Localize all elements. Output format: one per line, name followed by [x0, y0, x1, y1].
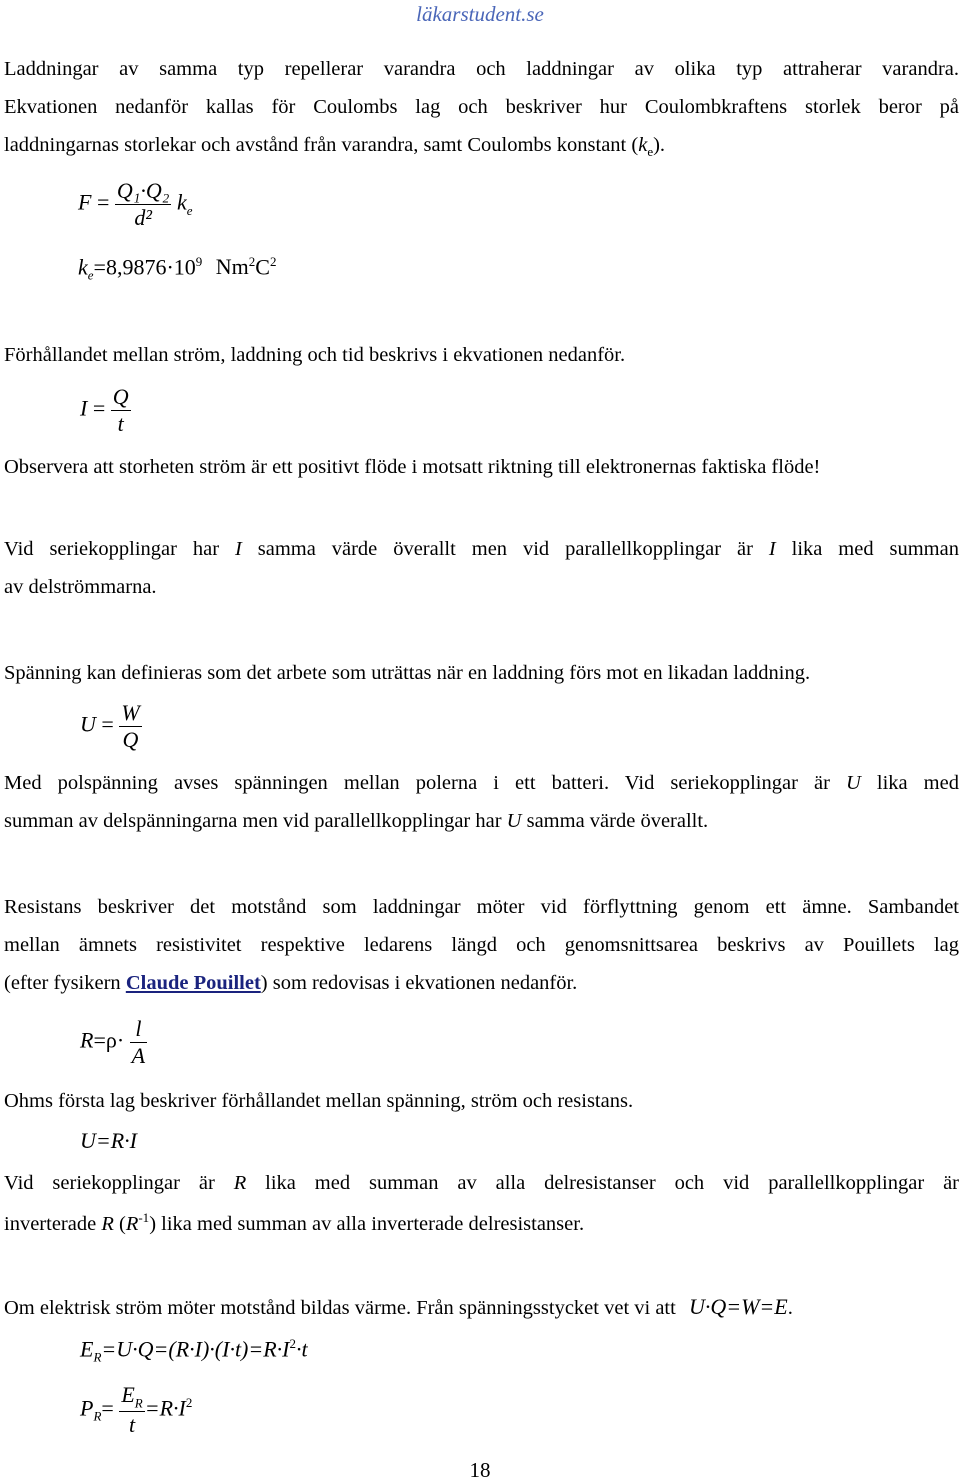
subscript-e: e [647, 144, 654, 160]
text-line [4, 538, 959, 561]
subscript-R: R [93, 1349, 102, 1365]
text-span: samma värde överallt men vid parallellkopplingar är [241, 538, 769, 560]
exponent: 2 [289, 1336, 296, 1351]
unit: Nm [215, 254, 249, 280]
text-span: Om elektrisk ström möter motstånd bildas värme. Från spänningsstycket vet vi att [4, 1297, 676, 1319]
text-line: Laddningar av samma typ repellerar varandra och laddningar av olika typ attraherar varandra. [4, 58, 959, 80]
site-header[interactable]: läkarstudent.se [416, 2, 544, 26]
symbol-U: U [80, 711, 96, 737]
equals-sign: = [92, 395, 106, 421]
text-span: Vid seriekopplingar har [4, 538, 235, 560]
text-line: av delströmmarna. [4, 576, 157, 598]
page-number: 18 [469, 1458, 491, 1482]
exponent: -1 [138, 1210, 150, 1225]
equation-energy [80, 1336, 308, 1366]
subscript-e: e [186, 202, 193, 218]
text-span: Med polspänning avses spänningen mellan polerna i ett batteri. Vid seriekopplingar är [4, 772, 846, 794]
text-span: Vid seriekopplingar är [4, 1172, 234, 1194]
symbol-k: k [638, 134, 648, 156]
text-span: samma värde överallt. [521, 810, 709, 832]
text-line: mellan ämnets resistivitet respektive ledarens längd och genomsnittsarea beskrivs av Pouillets lag [4, 934, 959, 956]
exponent: 2 [248, 254, 256, 269]
text-line: Ekvationen nedanför kallas för Coulombs lag och beskriver hur Coulombkraftens storlek beror på [4, 96, 959, 118]
claude-pouillet-link[interactable]: Claude Pouillet [125, 972, 261, 994]
text-span: ) lika med summan av alla inverterade delresistanser. [149, 1212, 585, 1235]
exponent: 9 [195, 254, 203, 269]
denominator: t [111, 410, 131, 437]
equals-rho: =ρ· [93, 1027, 125, 1053]
text-span: ). [653, 134, 666, 156]
symbol-k: k [78, 254, 88, 280]
fraction [130, 1016, 147, 1069]
equation-current [80, 384, 131, 437]
paragraph-voltage-circuits [4, 772, 959, 833]
paragraph-voltage-intro: Spänning kan definieras som det arbete som uträttas när en laddning förs mot en likadan laddning. [4, 662, 811, 684]
text-line [4, 1172, 959, 1195]
denominator: Q [119, 726, 141, 753]
equation-coulomb-constant [78, 254, 276, 284]
numerator: W [121, 700, 140, 725]
text-span: lika med summan av alla delresistanser och vid parallellkopplingar är [246, 1172, 959, 1194]
paragraph-coulomb-intro [4, 58, 959, 160]
symbol-I: I [768, 538, 776, 560]
paragraph-heat [4, 1294, 793, 1320]
exponent: 2 [185, 1394, 193, 1410]
denominator: A [131, 1043, 146, 1068]
text-line [4, 972, 959, 995]
paragraph-current-circuits [4, 538, 959, 599]
exponent: 2 [269, 254, 277, 269]
equation-power [80, 1382, 192, 1438]
equation-body: =U·Q=(R·I)·(I·t)=R·I [101, 1336, 290, 1362]
text-line [4, 810, 959, 833]
symbol-F: F [78, 189, 92, 215]
equals-sign: = [96, 189, 110, 215]
equation-coulombs-law [78, 178, 193, 231]
text-line [4, 772, 959, 795]
text-line [4, 1210, 959, 1236]
symbol-k: k [176, 189, 187, 215]
symbol-R: R [101, 1212, 114, 1235]
equation-body: =R·I [144, 1395, 186, 1421]
subscript-R: R [134, 1395, 143, 1411]
numerator: Q₁·Q₂ [116, 178, 170, 203]
symbol-I: I [80, 395, 88, 421]
paragraph-resistance-circuits [4, 1172, 959, 1236]
symbol-E: E [121, 1382, 135, 1407]
numerator [119, 1382, 144, 1411]
text-span: summan av delspänningarna men vid parallellkopplingar har [4, 810, 507, 832]
symbol-E: E [80, 1336, 94, 1362]
text-span: inverterade [4, 1212, 102, 1235]
equals-sign: = [101, 711, 114, 737]
text-span: ) som redovisas i ekvationen nedanför. [260, 972, 578, 994]
fraction [115, 178, 172, 231]
text-span: (efter fysikern [4, 972, 126, 994]
paragraph-current-note: Observera att storheten ström är ett positivt flöde i motsatt riktning till elektronernas faktiska flöde! [4, 456, 821, 478]
equation-body: ·t [296, 1336, 308, 1362]
symbol-U: U [506, 810, 522, 832]
equation-pouillets-law [80, 1016, 147, 1069]
symbol-R: R [233, 1172, 247, 1194]
text-span: lika med [860, 772, 959, 794]
denominator: d² [115, 204, 172, 231]
paragraph-ohms-law-intro: Ohms första lag beskriver förhållandet mellan spänning, ström och resistans. [4, 1090, 634, 1112]
denominator: t [119, 1411, 144, 1438]
equation-ohms-law: U=R·I [80, 1128, 137, 1153]
numerator: Q [112, 384, 129, 409]
subscript-R: R [93, 1408, 102, 1424]
text-line: Resistans beskriver det motstånd som laddningar möter vid förflyttning genom ett ämne. Sambandet [4, 896, 959, 918]
text-span: . [787, 1297, 793, 1319]
equals-sign: = [101, 1395, 114, 1421]
paragraph-current-intro: Förhållandet mellan ström, laddning och tid beskrivs i ekvationen nedanför. [4, 344, 626, 366]
text-line [4, 134, 959, 160]
text-span: ( [113, 1212, 126, 1235]
fraction [119, 700, 141, 753]
symbol-I: I [235, 538, 242, 560]
unit: C [255, 254, 270, 280]
subscript-e: e [87, 267, 94, 283]
symbol-P: P [80, 1395, 94, 1421]
symbol-R: R [125, 1212, 139, 1235]
equation-voltage [80, 700, 142, 753]
symbol-R: R [80, 1027, 94, 1053]
fraction [119, 1382, 144, 1438]
constant-value: =8,9876·10 [93, 254, 196, 280]
text-span: laddningarnas storlekar och avstånd från varandra, samt Coulombs konstant ( [4, 134, 639, 156]
paragraph-resistance [4, 896, 959, 995]
inline-equation: U·Q=W=E [688, 1294, 788, 1319]
text-span: lika med summan [775, 538, 959, 560]
symbol-U: U [845, 772, 861, 794]
fraction [111, 384, 131, 437]
numerator: l [135, 1016, 142, 1041]
